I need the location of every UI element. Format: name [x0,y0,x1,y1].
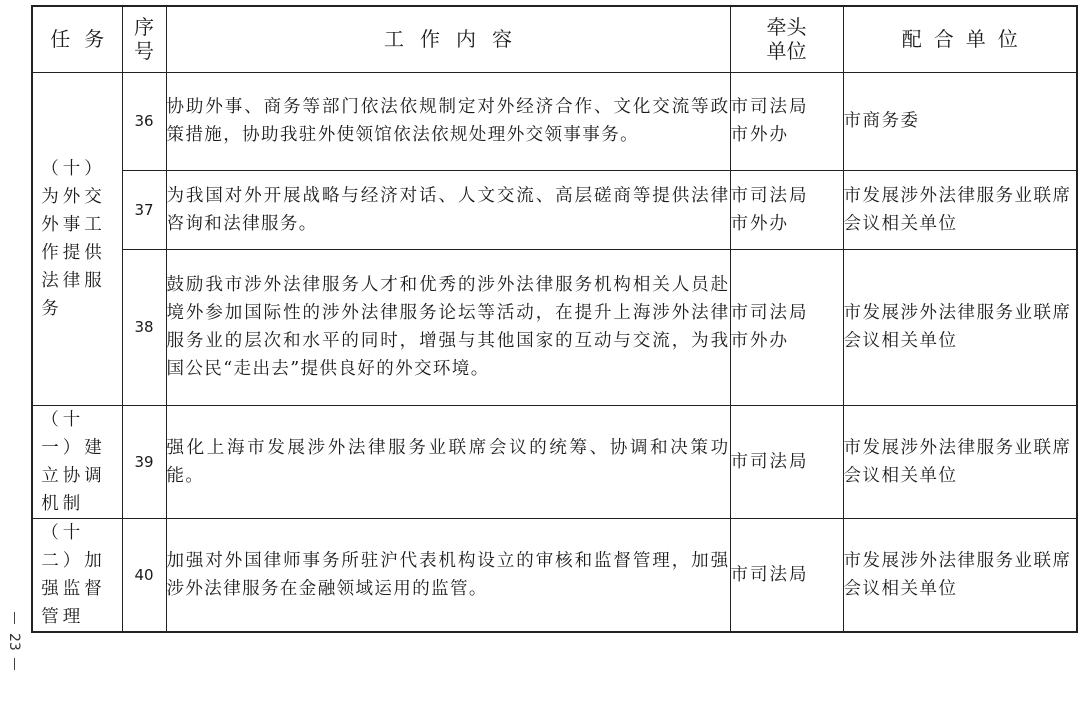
table-row [32,405,1077,518]
seq-cell: 37 [122,170,166,249]
seq-cell: 36 [122,72,166,170]
task-cell: （十二）加强监督管理 [32,518,122,632]
header-content: 工作内容 [166,6,730,72]
table-row [32,72,1077,170]
coop-cell: 市发展涉外法律服务业联席会议相关单位 [843,518,1077,632]
coop-cell: 市发展涉外法律服务业联席会议相关单位 [843,249,1077,405]
lead-cell: 市司法局市外办 [730,170,843,249]
lead-cell: 市司法局市外办 [730,249,843,405]
coop-cell: 市发展涉外法律服务业联席会议相关单位 [843,170,1077,249]
lead-cell: 市司法局市外办 [730,72,843,170]
content-cell: 为我国对外开展战略与经济对话、人文交流、高层磋商等提供法律咨询和法律服务。 [166,170,730,249]
content-cell: 强化上海市发展涉外法律服务业联席会议的统筹、协调和决策功能。 [166,405,730,518]
lead-cell: 市司法局 [730,518,843,632]
page-number: 23 [6,633,22,651]
table-row [32,170,1077,249]
coop-cell: 市商务委 [843,72,1077,170]
content-cell: 加强对外国律师事务所驻沪代表机构设立的审核和监督管理，加强涉外法律服务在金融领域运用的监管。 [166,518,730,632]
seq-cell: 38 [122,249,166,405]
header-seq: 序号 [122,6,166,72]
footer-dash-top [14,612,15,624]
header-task: 任务 [32,6,122,72]
task-cell: （十一）建立协调机制 [32,405,122,518]
header-row [32,6,1077,72]
page-footer [6,612,22,670]
lead-cell: 市司法局 [730,405,843,518]
header-lead: 牵头单位 [730,6,843,72]
content-cell: 鼓励我市涉外法律服务人才和优秀的涉外法律服务机构相关人员赴境外参加国际性的涉外法律服务论坛等活动，在提升上海涉外法律服务业的层次和水平的同时，增强与其他国家的互动与交流，为我国公民“走出去”提供良好的外交环境。 [166,249,730,405]
table-row [32,518,1077,632]
content-cell: 协助外事、商务等部门依法依规制定对外经济合作、文化交流等政策措施，协助我驻外使领馆依法依规处理外交领事事务。 [166,72,730,170]
task-table [31,5,1078,633]
table-row [32,249,1077,405]
seq-cell: 40 [122,518,166,632]
seq-cell: 39 [122,405,166,518]
coop-cell: 市发展涉外法律服务业联席会议相关单位 [843,405,1077,518]
header-coop: 配合单位 [843,6,1077,72]
footer-dash-bottom [14,658,15,670]
task-cell: （十）为外交外事工作提供法律服务 [32,72,122,405]
